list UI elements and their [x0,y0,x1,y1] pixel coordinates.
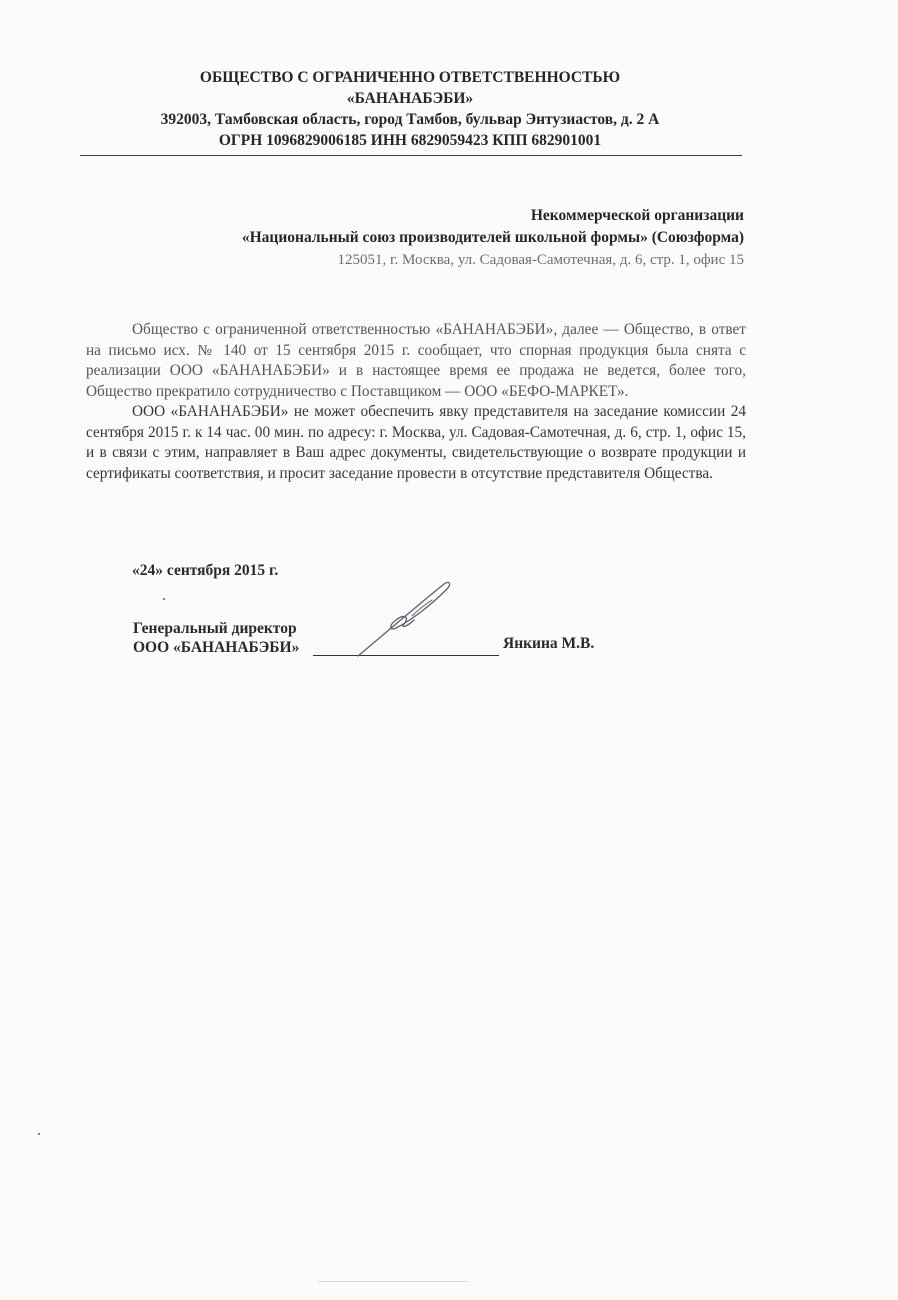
scan-speck [163,598,165,600]
addressee-organization: «Национальный союз производителей школьной формы» (Союзформа) [241,229,744,246]
signatory-organization: ООО «БАНАНАБЭБИ» [133,639,300,656]
signatory-title: Генеральный директор [133,620,297,637]
handwritten-signature [352,576,462,660]
signatory-name: Янкина М.В. [503,635,595,652]
body-paragraph-2: ООО «БАНАНАБЭБИ» не может обеспечить явку представителя на заседание комиссии 24 сентября 2015 г. к 14 час. 00 мин. по адресу: г. Москва, ул. Садовая-Самотечная, д. 6, стр. 1, офис 15, и в связи с этим, направляет в Ваш адрес документы, свидетельствующие о возврате продукции и сертификаты соответствия, и просит заседание провести в отсутствие представителя Общества. [86,403,746,482]
scan-speck [38,1133,40,1135]
company-name-line: ОБЩЕСТВО С ОГРАНИЧЕННО ОТВЕТСТВЕННОСТЬЮ [199,69,621,86]
addressee-type: Некоммерческой организации [530,207,744,224]
letterhead [80,67,740,151]
company-brand-line: «БАНАНАБЭБИ» [346,90,474,107]
scan-edge-mark [318,1281,468,1282]
letter-body [86,320,746,484]
body-paragraph-1: Общество с ограниченной ответственностью «БАНАНАБЭБИ», далее — Общество, в ответ на письмо исх. № 140 от 15 сентября 2015 г. сообщает, что спорная продукция была снята с реализации ООО «БАНАНАБЭБИ» и в настоящее время ее продажа не ведется, более того, Общество прекратило сотрудничество с Поставщиком — ООО «БЕФО-МАРКЕТ». [86,321,746,400]
company-registration-line: ОГРН 1096829006185 ИНН 6829059423 КПП 682901001 [218,132,602,149]
letter-date: «24» сентября 2015 г. [132,562,279,579]
letterhead-divider [80,155,742,156]
addressee-address: 125051, г. Москва, ул. Садовая-Самотечная, д. 6, стр. 1, офис 15 [337,252,744,268]
company-address-line: 392003, Тамбовская область, город Тамбов, бульвар Энтузиастов, д. 2 А [160,111,660,128]
addressee-block [150,205,744,271]
